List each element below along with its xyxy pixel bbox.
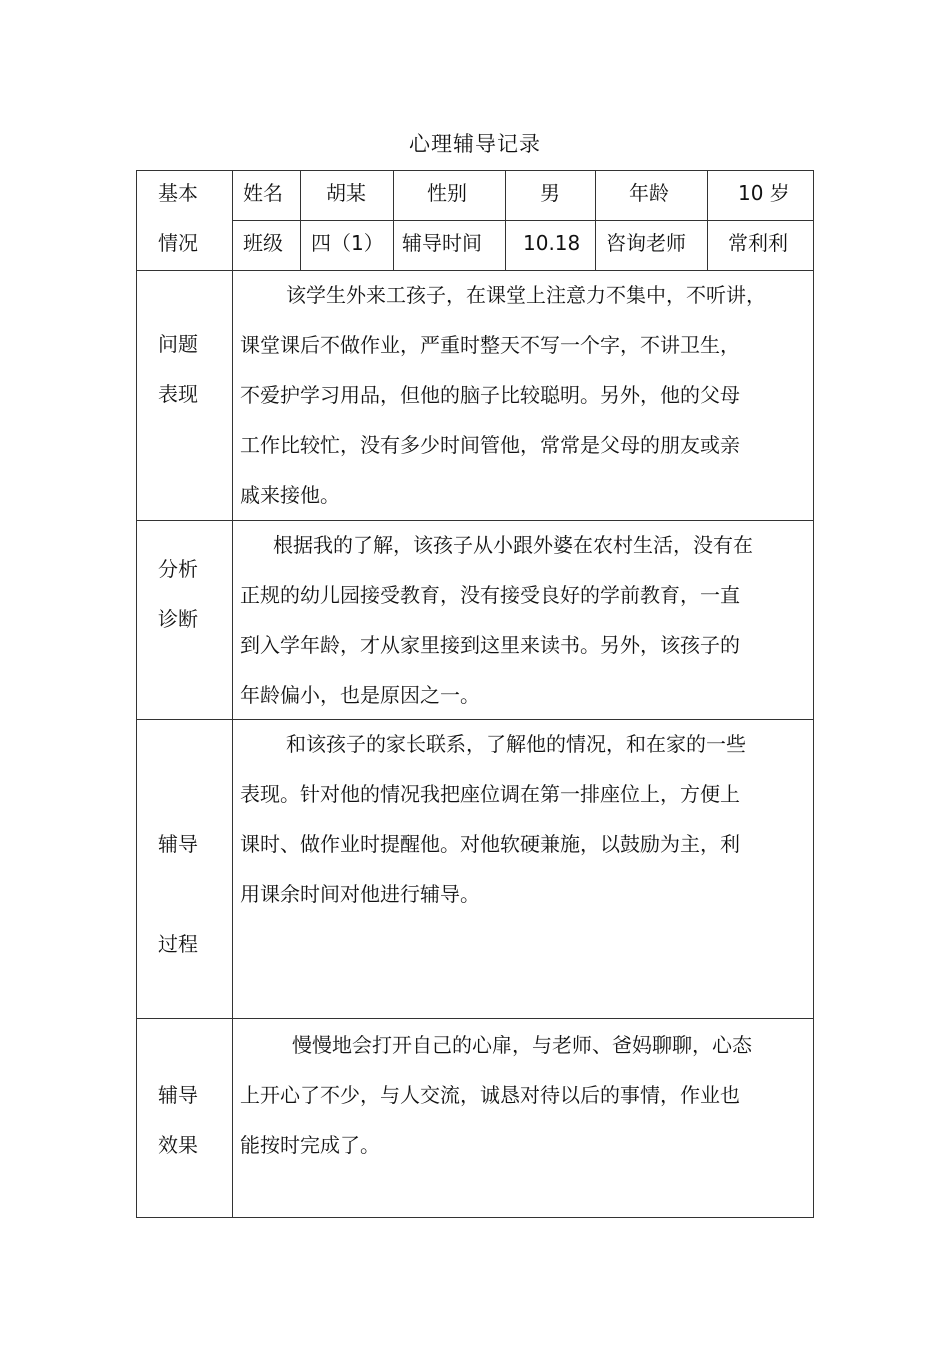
basic-label-line2: 情况: [158, 231, 198, 255]
basic-label-line1: 基本: [158, 181, 198, 205]
problem-line: 课堂课后不做作业，严重时整天不写一个字，不讲卫生，: [240, 333, 740, 357]
process-line: 课时、做作业时提醒他。对他软硬兼施，以鼓励为主，利: [240, 832, 740, 856]
age-label: 年龄: [629, 181, 669, 205]
time-label: 辅导时间: [402, 231, 482, 255]
time-value: 10.18: [523, 231, 581, 255]
problem-label-line2: 表现: [158, 382, 198, 406]
effect-label-line2: 效果: [158, 1133, 198, 1157]
name-value: 胡某: [326, 181, 366, 205]
analysis-label-line1: 分析: [158, 557, 198, 581]
effect-label-cell: [136, 1018, 233, 1218]
analysis-line: 到入学年龄，才从家里接到这里来读书。另外，该孩子的: [240, 633, 740, 657]
process-line: 表现。针对他的情况我把座位调在第一排座位上，方便上: [240, 782, 740, 806]
class-value: 四（1）: [311, 231, 384, 255]
effect-line: 能按时完成了。: [240, 1133, 380, 1157]
problem-line: 不爱护学习用品，但他的脑子比较聪明。另外，他的父母: [240, 383, 740, 407]
process-label-cell: [136, 719, 233, 1019]
name-label: 姓名: [243, 181, 283, 205]
process-label-line1: 辅导: [158, 832, 198, 856]
process-line: 和该孩子的家长联系，了解他的情况，和在家的一些: [286, 732, 746, 756]
age-value: 10 岁: [738, 181, 790, 205]
class-label: 班级: [243, 231, 283, 255]
problem-text: [240, 270, 800, 520]
document-title: 心理辅导记录: [409, 132, 541, 156]
process-line: 用课余时间对他进行辅导。: [240, 882, 480, 906]
analysis-line: 根据我的了解，该孩子从小跟外婆在农村生活，没有在: [273, 533, 753, 557]
effect-line: 慢慢地会打开自己的心扉，与老师、爸妈聊聊，心态: [292, 1033, 752, 1057]
effect-label-line1: 辅导: [158, 1083, 198, 1107]
effect-line: 上开心了不少，与人交流，诚恳对待以后的事情，作业也: [240, 1083, 740, 1107]
problem-label-line1: 问题: [158, 332, 198, 356]
problem-line: 该学生外来工孩子，在课堂上注意力不集中，不听讲，: [286, 283, 766, 307]
problem-line: 戚来接他。: [240, 483, 340, 507]
process-label-line2: 过程: [158, 932, 198, 956]
process-text: [240, 719, 800, 919]
analysis-line: 年龄偏小，也是原因之一。: [240, 683, 480, 707]
analysis-text: [240, 520, 800, 720]
analysis-label-line2: 诊断: [158, 607, 198, 631]
teacher-label: 咨询老师: [606, 231, 686, 255]
analysis-line: 正规的幼儿园接受教育，没有接受良好的学前教育，一直: [240, 583, 740, 607]
effect-text: [240, 1020, 800, 1170]
gender-label: 性别: [427, 181, 467, 205]
gender-value: 男: [540, 181, 560, 205]
problem-line: 工作比较忙，没有多少时间管他，常常是父母的朋友或亲: [240, 433, 740, 457]
teacher-value: 常利利: [728, 231, 788, 255]
